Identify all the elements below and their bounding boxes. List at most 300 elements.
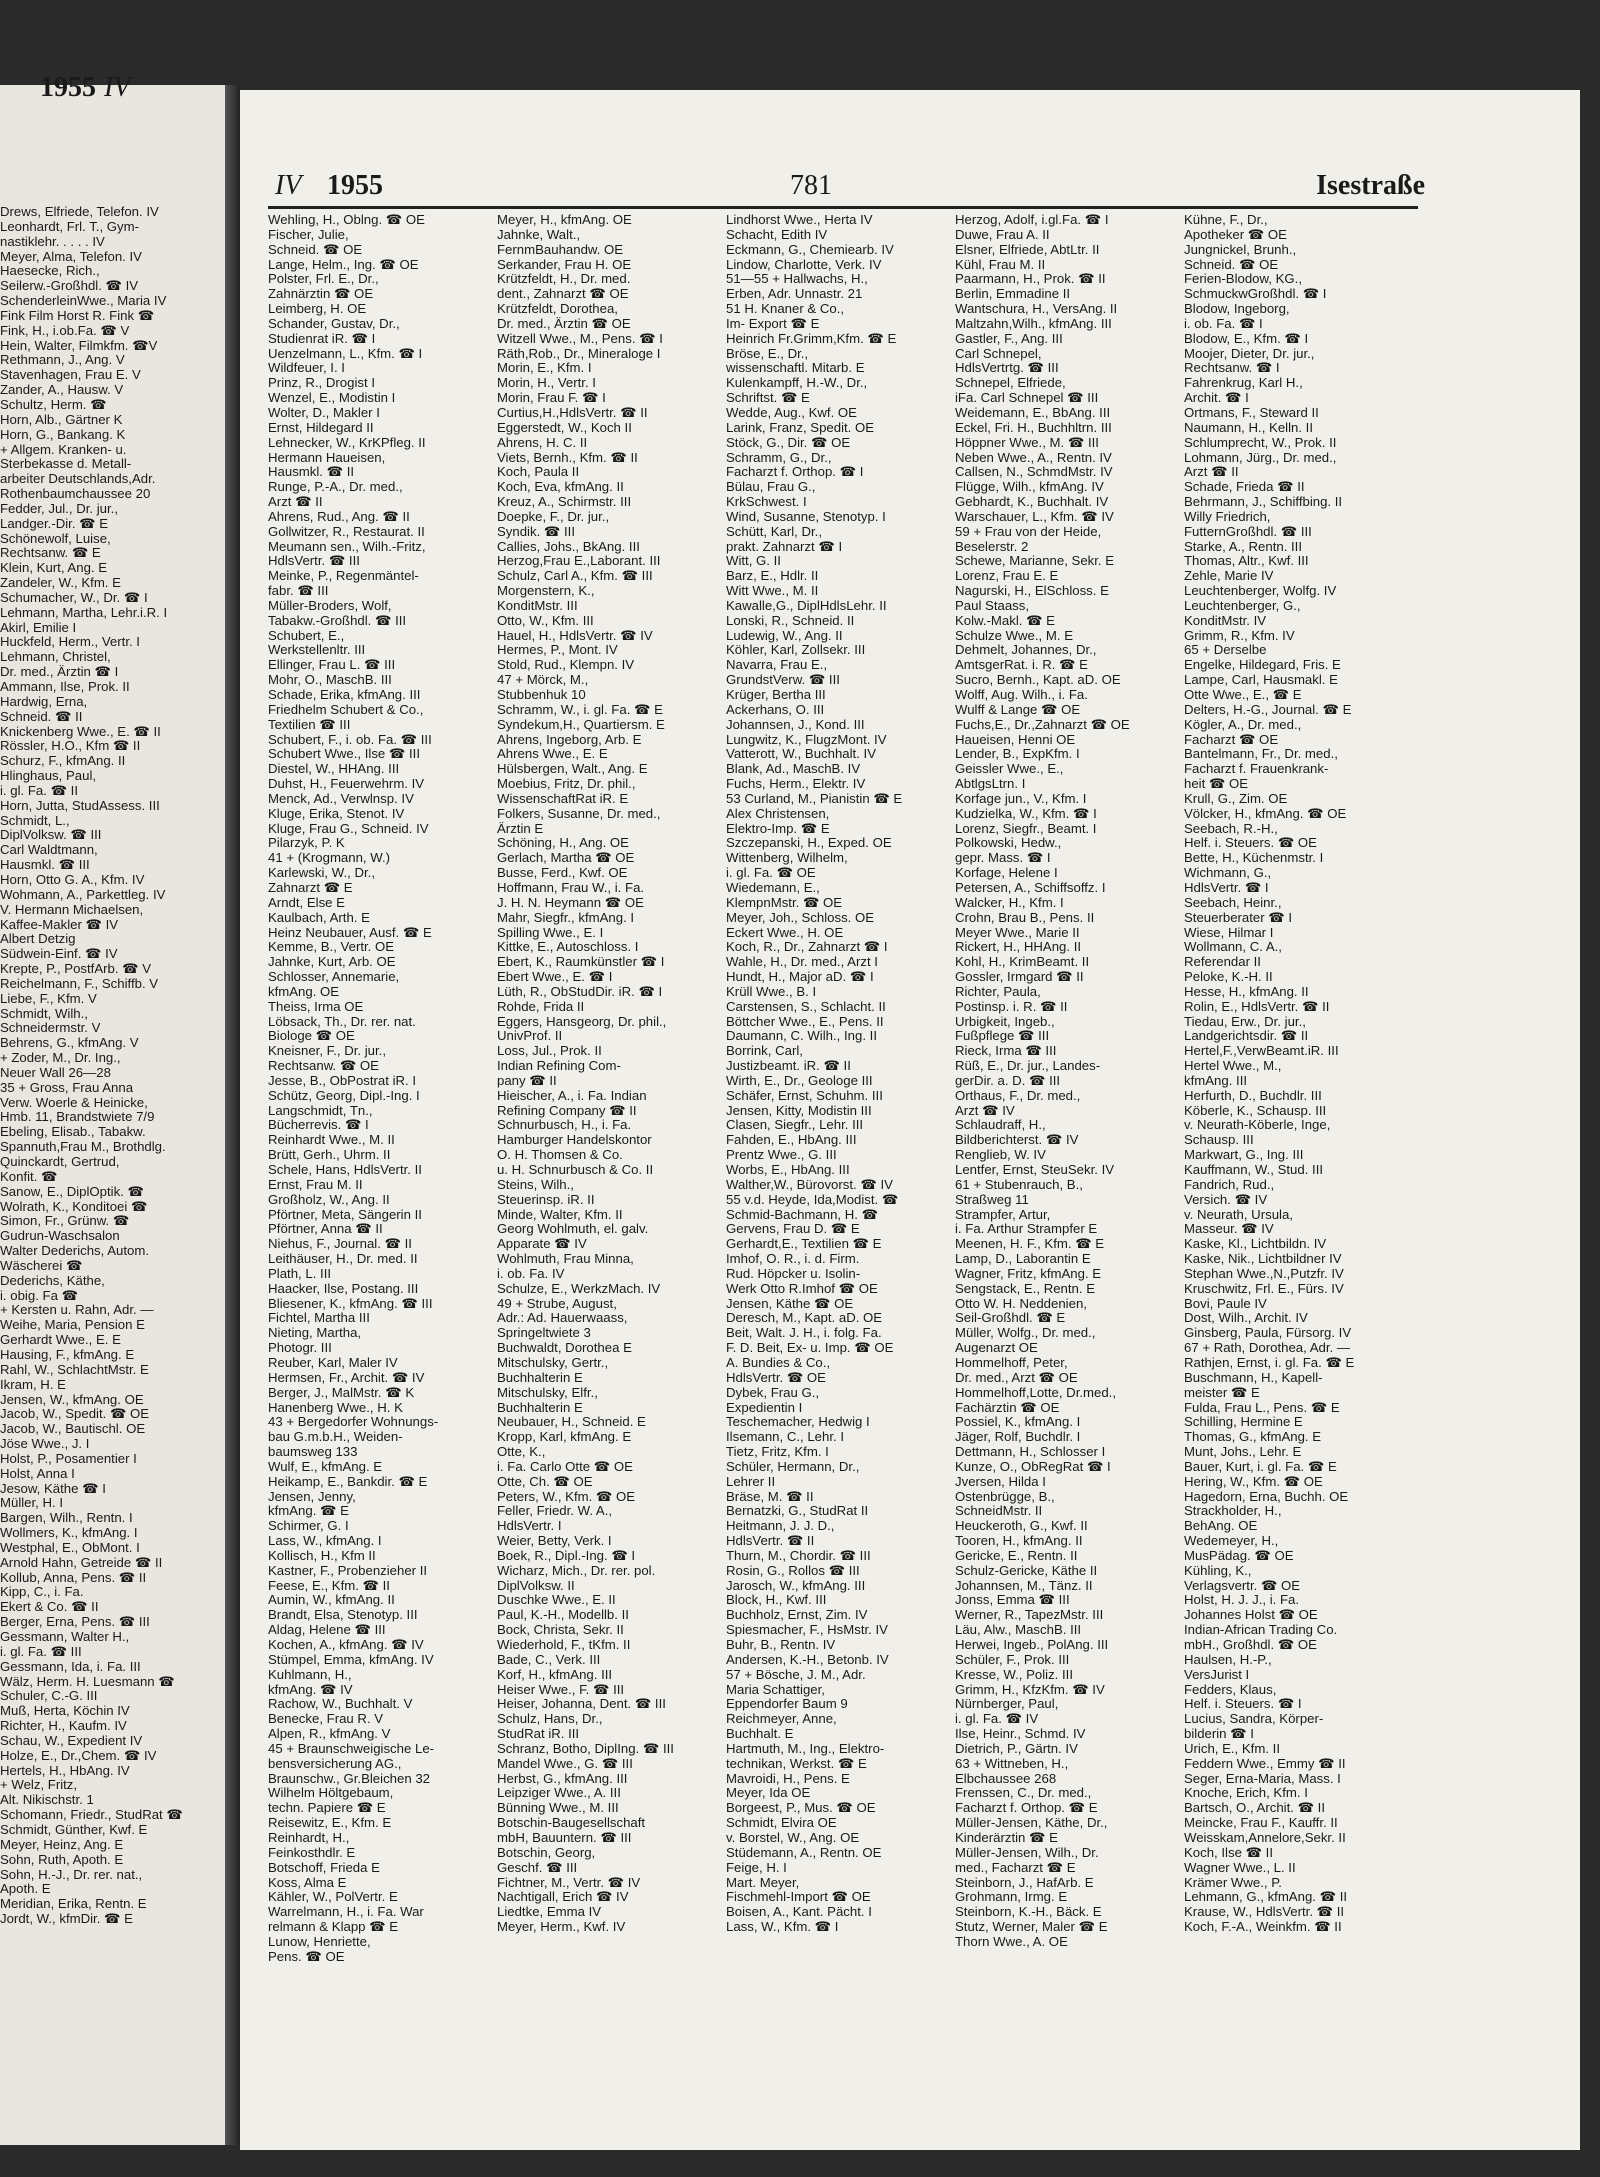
book-gutter [225, 85, 240, 2145]
directory-entry-line: Kögler, A., Dr. med., [1184, 716, 1302, 732]
directory-entry-line: bau G.m.b.H., Weiden- [268, 1429, 403, 1445]
directory-entry-line: Naumann, H., Kelln. II [1184, 419, 1314, 435]
directory-entry-line: Fahrenkrug, Karl H., [1184, 375, 1303, 391]
directory-entry-line: Spilling Wwe., E. I [497, 924, 604, 940]
directory-entry-line: Eckel, Fri. H., Buchhltrn. III [955, 419, 1112, 435]
directory-entry-line: Schau, W., Expedient IV [0, 1732, 143, 1748]
directory-entry-line: V. Hermann Michaelsen, [0, 901, 144, 917]
directory-entry-line: Knickenberg Wwe., E. ☎ II [0, 723, 161, 739]
directory-column-1 [268, 213, 460, 1965]
directory-entry-line: Stavenhagen, Frau E. V [0, 367, 141, 383]
directory-entry-line: Krull, G., Zim. OE [1184, 790, 1288, 806]
directory-entry-line: Wittenberg, Wilhelm, [726, 850, 848, 866]
directory-entry-line: Schubert Wwe., Ilse ☎ III [268, 746, 421, 762]
directory-entry-line: Leithäuser, H., Dr. med. II [268, 1251, 418, 1267]
directory-entry-line: Schumacher, W., Dr. ☎ I [0, 589, 148, 605]
directory-entry-line: Lehrer II [726, 1473, 776, 1489]
directory-entry-line: Kaulbach, Arth. E [268, 909, 370, 925]
directory-entry-line: Geschf. ☎ III [497, 1859, 578, 1875]
directory-entry-line: Müller-Broders, Wolf, [268, 597, 392, 613]
directory-entry-line: Wilhelm Höltgebaum, [268, 1785, 394, 1801]
directory-entry-line: Jversen, Hilda I [955, 1473, 1046, 1489]
directory-entry-line: Maria Schattiger, [726, 1681, 825, 1697]
directory-entry-line: Haueisen, Henni OE [955, 731, 1076, 747]
directory-entry-line: Kudzielka, W., Kfm. ☎ I [955, 805, 1097, 821]
directory-entry-line: Jesse, B., ObPostrat iR. I [268, 1072, 417, 1088]
directory-entry-line: Schütt, Karl, Dr., [726, 523, 823, 539]
directory-entry-line: Ärztin E [497, 820, 544, 836]
directory-entry-line: Folkers, Susanne, Dr. med., [497, 805, 661, 821]
directory-entry-line: Schlaudraff, H., [955, 1117, 1046, 1133]
directory-entry-line: Kaske, Nik., Lichtbildner IV [1184, 1251, 1342, 1267]
directory-entry-line: Johannes Holst ☎ OE [1184, 1607, 1318, 1623]
directory-entry-line: Ellinger, Frau L. ☎ III [268, 657, 396, 673]
directory-entry-line: Tiedau, Erw., Dr. jur., [1184, 1013, 1306, 1029]
directory-entry-line: Boek, R., Dipl.-Ing. ☎ I [497, 1547, 636, 1563]
directory-entry-line: Bade, C., Verk. III [497, 1651, 601, 1667]
directory-entry-line: Wiederhold, F., tKfm. II [497, 1637, 631, 1652]
directory-entry-line: Schmidt, L., [0, 812, 70, 828]
directory-entry-line: Prinz, R., Drogist I [268, 375, 375, 391]
directory-entry-line: Seebach, Heinr., [1184, 894, 1282, 910]
directory-entry-line: HdlsVertrtg. ☎ III [955, 360, 1059, 376]
directory-entry-line: Larink, Franz, Spedit. OE [726, 419, 875, 435]
directory-entry-line: i. obig. Fa ☎ [0, 1287, 78, 1303]
directory-entry-line: Refining Company ☎ II [497, 1102, 637, 1118]
directory-entry-line: Urich, E., Kfm. II [1184, 1740, 1280, 1756]
directory-entry-line: Rüß, E., Dr. jur., Landes- [955, 1058, 1101, 1074]
directory-entry-line: Lehmann, Christel, [0, 649, 111, 665]
directory-entry-line: Fink Film Horst R. Fink ☎ [0, 307, 155, 323]
directory-entry-line: FutternGroßhdl. ☎ III [1184, 523, 1312, 539]
directory-entry-line: Hauel, H., HdlsVertr. ☎ IV [497, 627, 653, 643]
directory-entry-line: Meenen, H. F., Kfm. ☎ E [955, 1236, 1105, 1252]
directory-entry-line: SchmuckwGroßhdl. ☎ I [1184, 286, 1327, 302]
directory-entry-line: Hein, Walter, Filmkfm. ☎V [0, 337, 158, 353]
directory-entry-line: Elbchaussee 268 [955, 1770, 1057, 1786]
directory-entry-line: Rechtsanw. ☎ I [1184, 360, 1280, 376]
directory-entry-line: Koch, Eva, kfmAng. II [497, 479, 624, 495]
directory-entry-line: Dr. med., Arzt ☎ OE [955, 1369, 1078, 1385]
directory-entry-line: Zandeler, W., Kfm. E [0, 575, 121, 591]
directory-entry-line: Kochen, A., kfmAng. ☎ IV [268, 1637, 424, 1652]
directory-entry-line: Paarmann, H., Prok. ☎ II [955, 271, 1106, 287]
directory-entry-line: techn. Papiere ☎ E [268, 1800, 386, 1816]
directory-entry-line: Müller, H. I [0, 1495, 64, 1511]
directory-entry-line: Krause, W., HdlsVertr. ☎ II [1184, 1904, 1345, 1920]
directory-entry-line: Lender, B., ExpKfm. I [955, 746, 1080, 762]
directory-entry-line: Landgerichtsdir. ☎ II [1184, 1028, 1309, 1044]
directory-entry-line: Holze, E., Dr.,Chem. ☎ IV [0, 1747, 157, 1763]
directory-entry-line: Spannuth,Frau M., Brothdlg. [0, 1139, 166, 1155]
directory-entry-line: Borgeest, P., Mus. ☎ OE [726, 1800, 876, 1816]
directory-entry-line: Witzell Wwe., M., Pens. ☎ I [497, 330, 663, 346]
directory-entry-line: Reisewitz, E., Kfm. E [268, 1815, 392, 1831]
directory-entry-line: 43 + Bergedorfer Wohnungs- [268, 1414, 439, 1430]
directory-entry-line: Kauffmann, W., Stud. III [1184, 1162, 1324, 1177]
directory-entry-line: i. Fa. Carlo Otte ☎ OE [497, 1458, 633, 1474]
directory-entry-line: Zander, A., Hausw. V [0, 382, 124, 398]
directory-entry-line: Arzt ☎ II [1184, 464, 1239, 480]
directory-entry-line: Herwei, Ingeb., PolAng. III [955, 1637, 1109, 1652]
directory-entry-line: Orthaus, F., Dr. med., [955, 1087, 1081, 1103]
directory-entry-line: Petersen, A., Schiffsoffz. I [955, 879, 1106, 895]
directory-entry-line: Pförtner, Meta, Sängerin II [268, 1206, 422, 1222]
directory-entry-line: Hommelhoff, Peter, [955, 1354, 1068, 1370]
directory-entry-line: v. Neurath-Köberle, Inge, [1184, 1117, 1331, 1133]
directory-entry-line: Kruschwitz, Frl. E., Fürs. IV [1184, 1280, 1344, 1296]
directory-entry-line: GrundstVerw. ☎ III [726, 672, 840, 688]
directory-entry-line: Prentz Wwe., G. III [726, 1147, 837, 1163]
directory-entry-line: AmtsgerRat. i. R. ☎ E [955, 657, 1088, 673]
directory-entry-line: Fahden, E., HbAng. III [726, 1132, 857, 1148]
directory-entry-line: Rothenbaumchaussee 20 [0, 486, 151, 502]
directory-entry-line: Schulz, Hans, Dr., [497, 1711, 603, 1727]
directory-entry-line: Wirth, E., Dr., Geologe III [726, 1072, 873, 1088]
directory-entry-line: Botschin, Georg, [497, 1844, 596, 1860]
directory-entry-line: Benecke, Frau R. V [268, 1711, 384, 1727]
directory-entry-line: Gerhardt,E., Textilien ☎ E [726, 1236, 882, 1252]
directory-entry-line: Zehle, Marie IV [1184, 568, 1274, 584]
directory-entry-line: Horn, G., Bankang. K [0, 426, 126, 442]
directory-entry-line: Lange, Helm., Ing. ☎ OE [268, 256, 419, 272]
right-page-header [275, 170, 1425, 210]
directory-entry-line: Wedemeyer, H., [1184, 1533, 1279, 1549]
directory-entry-line: Läu, Alw., MaschB. III [955, 1622, 1082, 1638]
directory-entry-line: Lehnecker, W., KrKPfleg. II [268, 434, 426, 450]
directory-entry-line: Facharzt f. Frauenkrank- [1184, 761, 1329, 777]
directory-entry-line: Kohl, H., KrimBeamt. II [955, 954, 1090, 970]
directory-entry-line: Quinckardt, Gertrud, [0, 1154, 120, 1169]
directory-entry-line: Maltzahn,Wilh., kfmAng. III [955, 315, 1112, 331]
directory-entry-line: 49 + Strube, August, [497, 1295, 617, 1311]
directory-entry-line: Knoche, Erich, Kfm. I [1184, 1785, 1308, 1801]
directory-entry-line: DiplVolksw. ☎ III [0, 827, 102, 843]
directory-entry-line: AbtlgsLtrn. I [955, 776, 1026, 792]
directory-entry-line: Ahrens, Ingeborg, Arb. E [497, 731, 642, 747]
directory-entry-line: Schirmer, G. I [268, 1518, 349, 1534]
directory-entry-line: Gessmann, Ida, i. Fa. III [0, 1658, 141, 1674]
directory-entry-line: Lindow, Charlotte, Verk. IV [726, 256, 882, 272]
directory-entry-line: Lamp, D., Laborantin E [955, 1251, 1091, 1267]
directory-entry-line: Karlewski, W., Dr., [268, 865, 375, 881]
directory-entry-line: Hausmkl. ☎ II [268, 464, 355, 480]
directory-entry-line: Helf. i. Steuers. ☎ OE [1184, 835, 1317, 851]
directory-entry-line: Meyer Wwe., Marie II [955, 924, 1080, 940]
directory-entry-line: Callsen, N., SchmdMstr. IV [955, 464, 1113, 480]
directory-entry-line: Viets, Bernh., Kfm. ☎ II [497, 449, 638, 465]
directory-entry-line: Loss, Jul., Prok. II [497, 1043, 602, 1059]
directory-entry-line: Jensen, W., kfmAng. OE [0, 1391, 144, 1407]
directory-entry-line: Schmidt, Günther, Kwf. E [0, 1821, 148, 1837]
directory-entry-line: meister ☎ E [1184, 1384, 1260, 1400]
directory-entry-line: Jahnke, Walt., [497, 226, 581, 242]
directory-entry-line: Morin, H., Vertr. I [497, 375, 596, 391]
directory-entry-line: Mohr, O., MaschB. III [268, 672, 392, 688]
directory-entry-line: Lass, W., kfmAng. I [268, 1533, 382, 1549]
directory-entry-line: Hamburger Handelskontor [497, 1132, 652, 1148]
directory-entry-line: Rethmann, J., Ang. V [0, 352, 125, 368]
directory-entry-line: Curtius,H.,HdlsVertr. ☎ II [497, 404, 648, 420]
directory-entry-line: Tabakw.-Großhdl. ☎ III [268, 612, 407, 628]
directory-entry-line: dent., Zahnarzt ☎ OE [497, 286, 629, 302]
directory-entry-line: + Welz, Fritz, [0, 1777, 78, 1793]
directory-entry-line: Rechtsanw. ☎ E [0, 545, 101, 561]
directory-entry-line: Plath, L. III [268, 1265, 332, 1281]
directory-entry-line: Stüdemann, A., Rentn. OE [726, 1844, 882, 1860]
directory-entry-line: Dietrich, P., Gärtn. IV [955, 1740, 1078, 1756]
directory-entry-line: Blank, Ad., MaschB. IV [726, 761, 861, 777]
directory-entry-line: Müller, Wolfg., Dr. med., [955, 1325, 1096, 1341]
directory-entry-line: Lungwitz, K., FlugzMont. IV [726, 731, 887, 747]
directory-entry-line: Muß, Herta, Köchin IV [0, 1703, 130, 1719]
directory-entry-line: Helf. i. Steuers. ☎ I [1184, 1696, 1302, 1712]
directory-entry-line: Bliesener, K., kfmAng. ☎ III [268, 1295, 433, 1311]
directory-entry-line: Heuckeroth, G., Kwf. II [955, 1518, 1088, 1534]
directory-entry-line: Ginsberg, Paula, Fürsorg. IV [1184, 1325, 1352, 1341]
directory-entry-line: Im- Export ☎ E [726, 315, 820, 331]
directory-entry-line: i. gl. Fa. ☎ IV [955, 1711, 1039, 1727]
directory-entry-line: Walter Dederichs, Autom. [0, 1243, 150, 1259]
directory-entry-line: Schultz, Herm. ☎ [0, 396, 107, 412]
directory-entry-line: Huckfeld, Herm., Vertr. I [0, 634, 140, 650]
directory-entry-line: Kulenkampff, H.-W., Dr., [726, 375, 868, 391]
directory-entry-line: Kastner, F., Probenzieher II [268, 1562, 428, 1578]
directory-entry-line: 53 Curland, M., Pianistin ☎ E [726, 790, 903, 806]
directory-entry-line: Wulff & Lange ☎ OE [955, 701, 1081, 717]
directory-entry-line: Schmidt, Wilh., [0, 1005, 88, 1021]
directory-entry-line: Arndt, Else E [268, 894, 345, 910]
directory-entry-line: Kähler, W., PolVertr. E [268, 1889, 398, 1905]
directory-entry-line: Wulf, E., kfmAng. E [268, 1458, 383, 1474]
directory-entry-line: Hermann Haueisen, [268, 449, 386, 465]
directory-entry-line: Tietz, Fritz, Kfm. I [726, 1444, 829, 1460]
directory-entry-line: Brandt, Elsa, Stenotyp. III [268, 1607, 418, 1623]
directory-entry-line: Leimberg, H. OE [268, 301, 367, 317]
directory-entry-line: fabr. ☎ III [268, 583, 329, 599]
directory-entry-line: i. gl. Fa. ☎ II [0, 782, 78, 798]
directory-entry-line: Hardwig, Erna, [0, 693, 88, 709]
directory-entry-line: Walther,W., Bürovorst. ☎ IV [726, 1176, 893, 1192]
directory-entry-line: Korf, H., kfmAng. III [497, 1666, 613, 1682]
directory-entry-line: 61 + Stubenrauch, B., [955, 1176, 1083, 1192]
directory-entry-line: 47 + Mörck, M., [497, 672, 589, 688]
directory-entry-line: Schewe, Marianne, Sekr. E [955, 553, 1115, 569]
directory-entry-line: Krützfeldt, Dorothea, [497, 301, 618, 317]
directory-entry-line: 65 + Derselbe [1184, 642, 1267, 658]
directory-entry-line: Beit, Walt. J. H., i. folg. Fa. [726, 1325, 882, 1341]
directory-entry-line: Schüler, Hermann, Dr., [726, 1458, 860, 1474]
directory-entry-line: Fandrich, Rud., [1184, 1176, 1275, 1192]
directory-entry-line: Moojer, Dieter, Dr. jur., [1184, 345, 1315, 361]
directory-entry-line: Horn, Otto G. A., Kfm. IV [0, 871, 145, 887]
directory-entry-line: Paul, K.-H., Modellb. II [497, 1607, 629, 1623]
directory-entry-line: Schade, Erika, kfmAng. III [268, 687, 421, 702]
directory-entry-line: Höppner Wwe., M. ☎ III [955, 434, 1099, 450]
directory-entry-line: Block, H., Kwf. III [726, 1592, 827, 1608]
directory-column-4 [955, 213, 1147, 1950]
directory-entry-line: Kaske, Kl., Lichtbildn. IV [1184, 1236, 1327, 1252]
directory-entry-line: Wicharz, Mich., Dr. rer. pol. [497, 1562, 656, 1578]
directory-entry-line: Werk Otto R.Imhof ☎ OE [726, 1280, 878, 1296]
directory-entry-line: Hundt, H., Major aD. ☎ I [726, 969, 874, 985]
directory-entry-line: Wildfeuer, I. I [268, 360, 345, 376]
directory-entry-line: Fichtel, Martha III [268, 1310, 370, 1326]
directory-entry-line: Hermes, P., Mont. IV [497, 642, 618, 658]
directory-entry-line: Richter, H., Kaufm. IV [0, 1718, 127, 1734]
directory-entry-line: Heitmann, J. J. D., [726, 1518, 835, 1534]
directory-entry-line: Leonhardt, Frl. T., Gym- [0, 218, 140, 234]
directory-entry-line: Schranz, Botho, DiplIng. ☎ III [497, 1740, 674, 1756]
directory-entry-line: Schlumprecht, W., Prok. II [1184, 434, 1337, 450]
directory-entry-line: iFa. Carl Schnepel ☎ III [955, 390, 1099, 406]
directory-entry-line: Jensen, Käthe ☎ OE [726, 1295, 854, 1311]
directory-entry-line: Buchwaldt, Dorothea E [497, 1340, 632, 1356]
directory-entry-line: Straßweg 11 [955, 1191, 1029, 1207]
directory-entry-line: Serkander, Frau H. OE [497, 256, 632, 272]
directory-entry-line: Krüll Wwe., B. I [726, 983, 817, 999]
directory-entry-line: i. gl. Fa. ☎ III [0, 1643, 82, 1659]
directory-entry-line: Hoffmann, Frau W., i. Fa. [497, 879, 645, 895]
directory-entry-line: Sengstack, E., Rentn. E [955, 1280, 1096, 1296]
directory-entry-line: Weisskam,Annelore,Sekr. II [1184, 1829, 1346, 1845]
directory-entry-line: Herfurth, D., Buchdlr. III [1184, 1087, 1322, 1103]
directory-entry-line: Witt, G. II [726, 553, 781, 569]
directory-entry-line: nastiklehr. . . . . IV [0, 233, 105, 249]
directory-column-3 [726, 213, 918, 1935]
directory-entry-line: Stubbenhuk 10 [497, 687, 586, 702]
directory-entry-line: Eggers, Hansgeorg, Dr. phil., [497, 1013, 667, 1029]
directory-entry-line: Stold, Rud., Klempn. IV [497, 657, 635, 673]
directory-entry-line: relmann & Klapp ☎ E [268, 1919, 399, 1935]
directory-entry-line: Schmidt, Elvira OE [726, 1815, 837, 1831]
directory-entry-line: Korfage jun., V., Kfm. I [955, 790, 1087, 806]
directory-entry-line: baumsweg 133 [268, 1444, 358, 1460]
directory-entry-line: Feller, Friedr. W. A., [497, 1503, 613, 1519]
directory-entry-line: Bette, H., Küchenmstr. I [1184, 850, 1324, 866]
directory-entry-line: Steuerinsp. iR. II [497, 1191, 595, 1207]
directory-entry-line: Arzt ☎ IV [955, 1102, 1015, 1118]
directory-entry-line: Spiesmacher, F., HsMstr. IV [726, 1622, 888, 1638]
directory-entry-line: Dybek, Frau G., [726, 1384, 820, 1400]
directory-entry-line: Duhst, H., Feuerwehrm. IV [268, 776, 425, 792]
directory-entry-line: Diestel, W., HHAng. III [268, 761, 400, 777]
header-rule [268, 206, 1418, 209]
directory-entry-line: v. Borstel, W., Ang. OE [726, 1829, 860, 1845]
directory-entry-line: Rud. Höpcker u. Isolin- [726, 1265, 861, 1281]
directory-entry-line: Hertel,F.,VerwBeamt.iR. III [1184, 1043, 1339, 1059]
directory-entry-line: Rosin, G., Rollos ☎ III [726, 1562, 860, 1578]
directory-entry-line: Wichmann, G., [1184, 865, 1272, 881]
directory-entry-line: Schriftst. ☎ E [726, 390, 810, 406]
directory-entry-line: Beselerstr. 2 [955, 538, 1029, 554]
directory-entry-line: Koss, Alma E [268, 1874, 347, 1890]
directory-entry-line: Schacht, Edith IV [726, 226, 828, 242]
directory-entry-line: Hanenberg Wwe., H. K [268, 1399, 403, 1415]
directory-entry-line: Lass, W., Kfm. ☎ I [726, 1919, 839, 1935]
directory-entry-line: Jöse Wwe., J. I [0, 1436, 90, 1452]
directory-entry-line: + Kersten u. Rahn, Adr. — [0, 1302, 154, 1318]
directory-entry-line: Rathjen, Ernst, i. gl. Fa. ☎ E [1184, 1354, 1355, 1370]
directory-entry-line: Kittke, E., Autoschloss. I [497, 939, 639, 955]
directory-entry-line: Textilien ☎ III [268, 716, 351, 732]
directory-entry-line: Kühne, F., Dr., [1184, 213, 1268, 227]
directory-entry-line: Meyer, Alma, Telefon. IV [0, 248, 142, 264]
directory-entry-line: Reichmeyer, Anne, [726, 1711, 837, 1727]
directory-entry-line: FernmBauhandw. OE [497, 241, 624, 257]
directory-entry-line: technikan, Werkst. ☎ E [726, 1755, 867, 1771]
directory-entry-line: Schausp. III [1184, 1132, 1254, 1148]
directory-entry-line: Archit. ☎ I [1184, 390, 1249, 406]
directory-entry-line: Rohde, Frida II [497, 998, 585, 1014]
directory-entry-line: + Allgem. Kranken- u. [0, 441, 127, 457]
directory-entry-line: Heikamp, E., Bankdir. ☎ E [268, 1473, 428, 1489]
directory-entry-line: Wind, Susanne, Stenotyp. I [726, 508, 886, 524]
directory-entry-line: Dost, Wilh., Archit. IV [1184, 1310, 1308, 1326]
directory-entry-line: Schütz, Georg, Dipl.-Ing. I [268, 1087, 420, 1103]
directory-entry-line: Alt. Nikischstr. 1 [0, 1792, 94, 1808]
directory-entry-line: Meyer, Ida OE [726, 1785, 811, 1801]
directory-entry-line: Heinz Neubauer, Ausf. ☎ E [268, 924, 432, 940]
directory-entry-line: Meyer, H., kfmAng. OE [497, 213, 632, 227]
directory-entry-line: Verlagsvertr. ☎ OE [1184, 1577, 1301, 1593]
directory-entry-line: Gessmann, Walter H., [0, 1629, 130, 1644]
directory-entry-line: Löbsack, Th., Dr. rer. nat. [268, 1013, 416, 1029]
directory-entry-line: Tooren, H., kfmAng. II [955, 1533, 1083, 1549]
directory-entry-line: Horn, Alb., Gärtner K [0, 411, 123, 427]
directory-entry-line: Reuber, Karl, Maler IV [268, 1354, 398, 1370]
directory-entry-line: Engelke, Hildegard, Fris. E [1184, 657, 1341, 673]
directory-entry-line: SchenderleinWwe., Maria IV [0, 293, 167, 309]
directory-entry-line: Ekert & Co. ☎ II [0, 1599, 99, 1615]
directory-entry-line: Jäger, Rolf, Buchdlr. I [955, 1429, 1081, 1445]
directory-entry-line: Elektro-Imp. ☎ E [726, 820, 830, 836]
directory-column-2 [497, 213, 689, 1935]
directory-entry-line: Eckert Wwe., H. OE [726, 924, 844, 940]
directory-entry-line: Schnepel, Elfriede, [955, 375, 1066, 391]
directory-entry-line: Menck, Ad., Verwlnsp. IV [268, 790, 414, 806]
directory-entry-line: Akirl, Emilie I [0, 619, 77, 635]
directory-entry-line: Bovi, Paule IV [1184, 1295, 1267, 1311]
directory-entry-line: Simon, Fr., Grünw. ☎ [0, 1213, 130, 1229]
directory-entry-line: Bröse, E., Dr., [726, 345, 809, 361]
directory-entry-line: i. gl. Fa. ☎ OE [726, 865, 816, 881]
directory-entry-line: Koch, F.-A., Weinkfm. ☎ II [1184, 1919, 1342, 1935]
directory-entry-line: Warschauer, L., Kfm. ☎ IV [955, 508, 1114, 524]
directory-entry-line: Berger, Erna, Pens. ☎ III [0, 1614, 150, 1630]
directory-entry-line: Lentfer, Ernst, SteuSekr. IV [955, 1162, 1115, 1177]
directory-entry-line: Blodow, Ingeborg, [1184, 301, 1290, 317]
directory-entry-line: Lorenz, Siegfr., Beamt. I [955, 820, 1097, 836]
directory-entry-line: Seger, Erna-Maria, Mass. I [1184, 1770, 1341, 1786]
directory-entry-line: Gerlach, Martha ☎ OE [497, 850, 635, 866]
directory-entry-line: kfmAng. III [1184, 1072, 1248, 1088]
directory-entry-line: Fischer, Julie, [268, 226, 349, 242]
directory-entry-line: Sohn, Ruth, Apoth. E [0, 1851, 124, 1867]
directory-entry-line: Hieischer, A., i. Fa. Indian [497, 1087, 647, 1103]
directory-entry-line: Wohlmuth, Frau Minna, [497, 1251, 634, 1267]
directory-entry-line: Studienrat iR. ☎ I [268, 330, 376, 346]
directory-entry-line: Steins, Wilh., [497, 1176, 574, 1192]
directory-entry-line: Ebert, K., Raumkünstler ☎ I [497, 954, 665, 970]
directory-entry-line: Berger, J., MalMstr. ☎ K [268, 1384, 415, 1400]
directory-entry-line: Gudrun-Waschsalon [0, 1228, 120, 1244]
directory-entry-line: Gastler, F., Ang. III [955, 330, 1063, 346]
directory-entry-line: Hartmuth, M., Ing., Elektro- [726, 1740, 885, 1756]
directory-entry-line: Schlosser, Annemarie, [268, 969, 400, 985]
directory-entry-line: Busse, Ferd., Kwf. OE [497, 865, 628, 881]
directory-entry-line: i. ob. Fa. ☎ I [1184, 315, 1263, 331]
